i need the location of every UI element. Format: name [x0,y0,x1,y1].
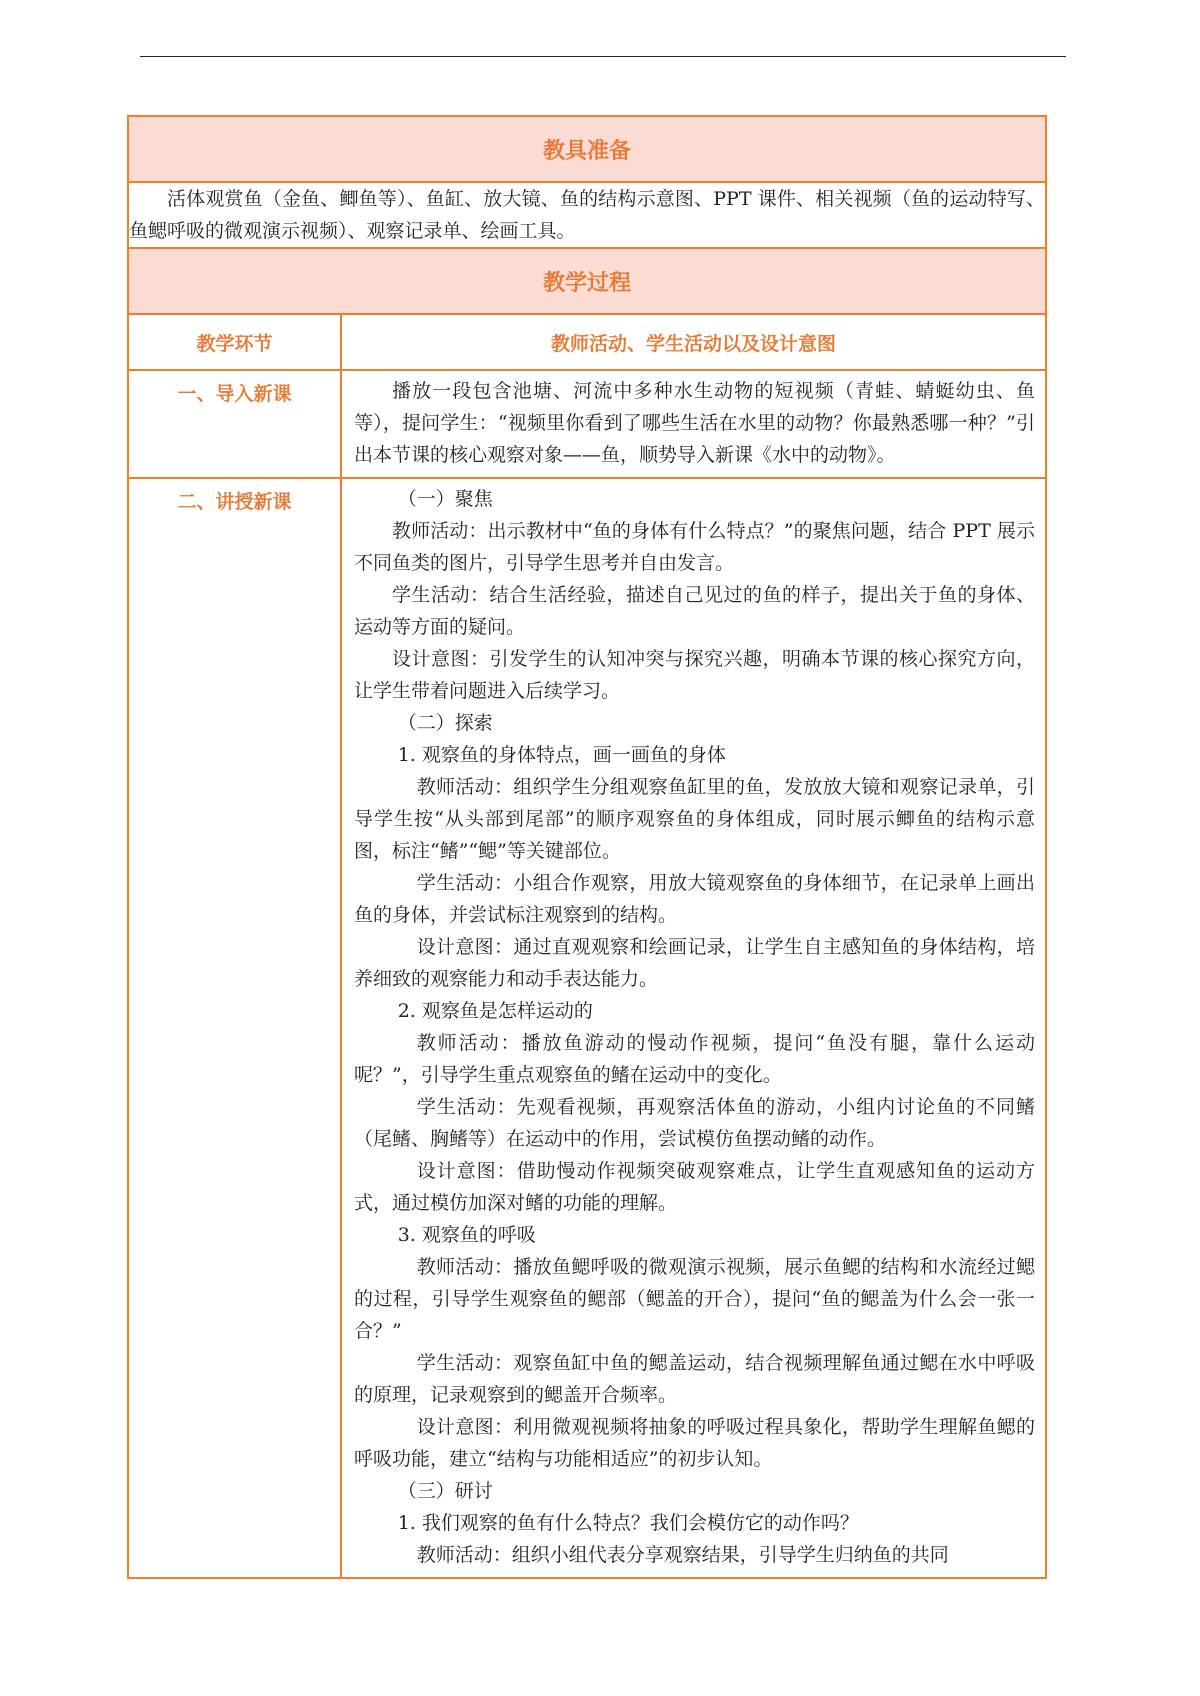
tools-text-row [128,182,1046,248]
numbered-heading: 1. 观察鱼的身体特点，画一画鱼的身体 [397,744,726,766]
paragraph: 设计意图：借助慢动作视频突破观察难点，让学生直观感知鱼的运动方式，通过模仿加深对鳍的功能的理解。 [354,1160,1035,1214]
paragraph: 设计意图：引发学生的认知冲突与探究兴趣，明确本节课的核心探究方向，让学生带着问题进入后续学习。 [354,648,1035,702]
paragraph: 学生活动：结合生活经验，描述自己见过的鱼的样子，提出关于鱼的身体、运动等方面的疑问。 [354,584,1035,638]
paragraph: 教师活动：播放鱼游动的慢动作视频，提问“鱼没有腿，靠什么运动呢？”，引导学生重点观察鱼的鳍在运动中的变化。 [354,1032,1035,1086]
paragraph: 学生活动：先观看视频，再观察活体鱼的游动，小组内讨论鱼的不同鳍（尾鳍、胸鳍等）在运动中的作用，尝试模仿鱼摆动鳍的动作。 [354,1096,1035,1150]
tools-paragraph: 活体观赏鱼（金鱼、鲫鱼等）、鱼缸、放大镜、鱼的结构示意图、PPT 课件、相关视频（鱼的运动特写、鱼鳃呼吸的微观演示视频）、观察记录单、绘画工具。 [129,188,1045,242]
numbered-heading: 1. 我们观察的鱼有什么特点？我们会模仿它的动作吗？ [397,1512,859,1534]
paragraph: 学生活动：观察鱼缸中鱼的鳃盖运动，结合视频理解鱼通过鳃在水中呼吸的原理，记录观察到的鳃盖开合频率。 [354,1352,1035,1406]
stage-label: 一、导入新课 [128,370,341,478]
subsection-heading: （二）探索 [397,712,493,734]
process-title: 教学过程 [128,248,1046,314]
paragraph: 教师活动：出示教材中“鱼的身体有什么特点？”的聚焦问题，结合 PPT 展示不同鱼类的图片，引导学生思考并自由发言。 [354,520,1035,574]
tools-text [128,182,1046,248]
column-header-row [128,314,1046,370]
numbered-heading: 3. 观察鱼的呼吸 [397,1224,536,1246]
subsection-heading: （三）研讨 [397,1480,493,1502]
paragraph: 学生活动：小组合作观察，用放大镜观察鱼的身体细节，在记录单上画出鱼的身体，并尝试标注观察到的结构。 [354,872,1035,926]
process-title-row [128,248,1046,314]
header-rule [140,56,1066,57]
stage-content [341,478,1046,1578]
paragraph: 设计意图：利用微观视频将抽象的呼吸过程具象化，帮助学生理解鱼鳃的呼吸功能，建立“结构与功能相适应”的初步认知。 [354,1416,1035,1470]
tools-title: 教具准备 [128,116,1046,182]
paragraph: 播放一段包含池塘、河流中多种水生动物的短视频（青蛙、蜻蜓幼虫、鱼等），提问学生：“视频里你看到了哪些生活在水里的动物？你最熟悉哪一种？”引出本节课的核心观察对象——鱼，顺势导入新课《水中的动物》。 [354,380,1035,466]
tools-title-row [128,116,1046,182]
paragraph: 教师活动：组织学生分组观察鱼缸里的鱼，发放放大镜和观察记录单，引导学生按“从头部到尾部”的顺序观察鱼的身体组成，同时展示鲫鱼的结构示意图，标注“鳍”“鳃”等关键部位。 [354,776,1035,862]
table-row [128,478,1046,1578]
table-row [128,370,1046,478]
stage-content [341,370,1046,478]
column-header-activities: 教师活动、学生活动以及设计意图 [341,314,1046,370]
column-header-stage: 教学环节 [128,314,341,370]
stage-label: 二、讲授新课 [128,478,341,1578]
paragraph: 教师活动：播放鱼鳃呼吸的微观演示视频，展示鱼鳃的结构和水流经过鳃的过程，引导学生观察鱼的鳃部（鳃盖的开合），提问“鱼的鳃盖为什么会一张一合？” [354,1256,1035,1342]
paragraph: 教师活动：组织小组代表分享观察结果，引导学生归纳鱼的共同 [416,1544,949,1566]
numbered-heading: 2. 观察鱼是怎样运动的 [397,1000,593,1022]
subsection-heading: （一）聚焦 [397,488,493,510]
lesson-plan-table [127,115,1047,1579]
paragraph: 设计意图：通过直观观察和绘画记录，让学生自主感知鱼的身体结构，培养细致的观察能力和动手表达能力。 [354,936,1035,990]
